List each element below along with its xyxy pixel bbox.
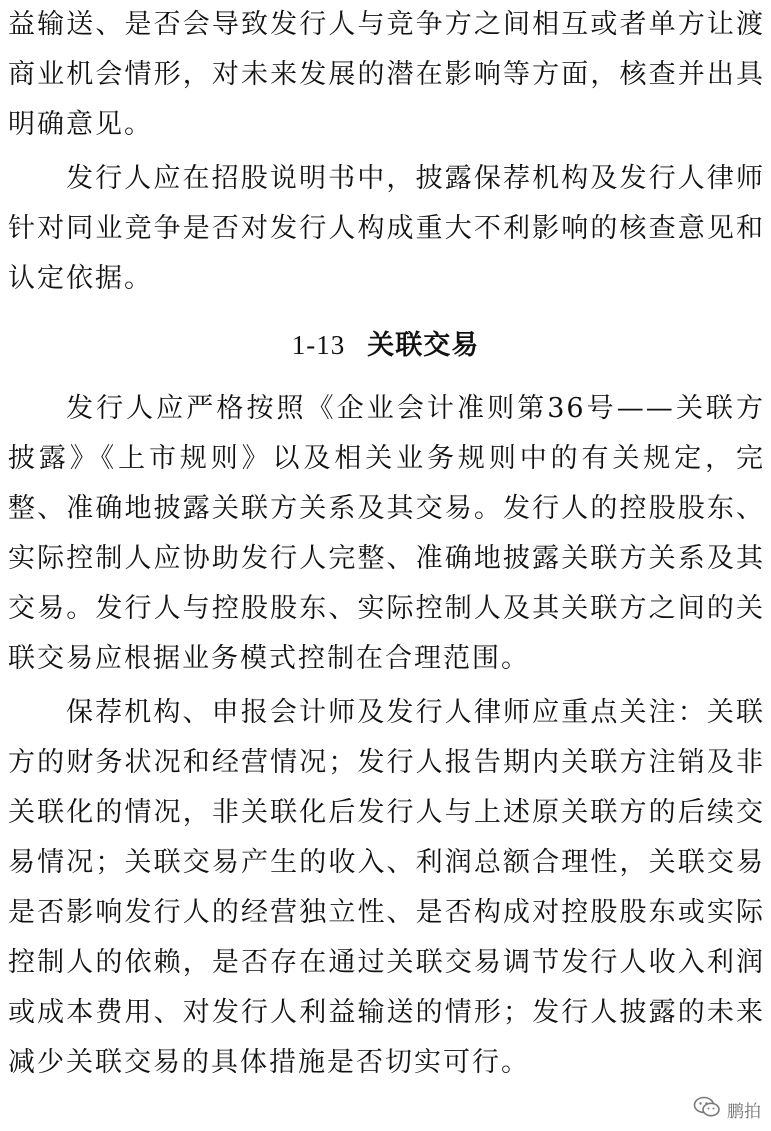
paragraph-verification-focus: 保荐机构、申报会计师及发行人律师应重点关注：关联方的财务状况和经营情况；发行人报告期内关联方注销及非关联化的情况，非关联化后发行人与上述原关联方的后续交易情况；关联交易产生的收入、利润总额合理性，关联交易是否影响发行人的经营独立性、是否构成对控股股东或实际控制人的依赖，是否存在通过关联交易调节发行人收入利润或成本费用、对发行人利益输送的情形；发行人披露的未来减少关联交易的具体措施是否切实可行。 bbox=[8, 697, 765, 1078]
wechat-icon bbox=[693, 1096, 721, 1123]
section-title-text: 关联交易 bbox=[367, 330, 480, 361]
watermark bbox=[693, 1096, 761, 1123]
paragraph-related-party-rules: 发行人应严格按照《企业会计准则第36号——关联方披露》《上市规则》以及相关业务规则中的有关规定，完整、准确地披露关联方关系及其交易。发行人的控股股东、实际控制人应协助发行人完整、准确地披露关联方关系及其交易。发行人与控股股东、实际控制人及其关联方之间的关联交易应根据业务模式控制在合理范围。 bbox=[8, 393, 765, 674]
watermark-text: 鹏拍 bbox=[727, 1102, 761, 1122]
section-heading bbox=[0, 304, 771, 384]
paragraph-disclosure: 发行人应在招股说明书中，披露保荐机构及发行人律师针对同业竞争是否对发行人构成重大不利影响的核查意见和认定依据。 bbox=[8, 163, 765, 294]
paragraph-continuation: 益输送、是否会导致发行人与竞争方之间相互或者单方让渡商业机会情形，对未来发展的潜在影响等方面，核查并出具明确意见。 bbox=[8, 9, 765, 140]
section-number: 1-13 bbox=[291, 330, 346, 360]
